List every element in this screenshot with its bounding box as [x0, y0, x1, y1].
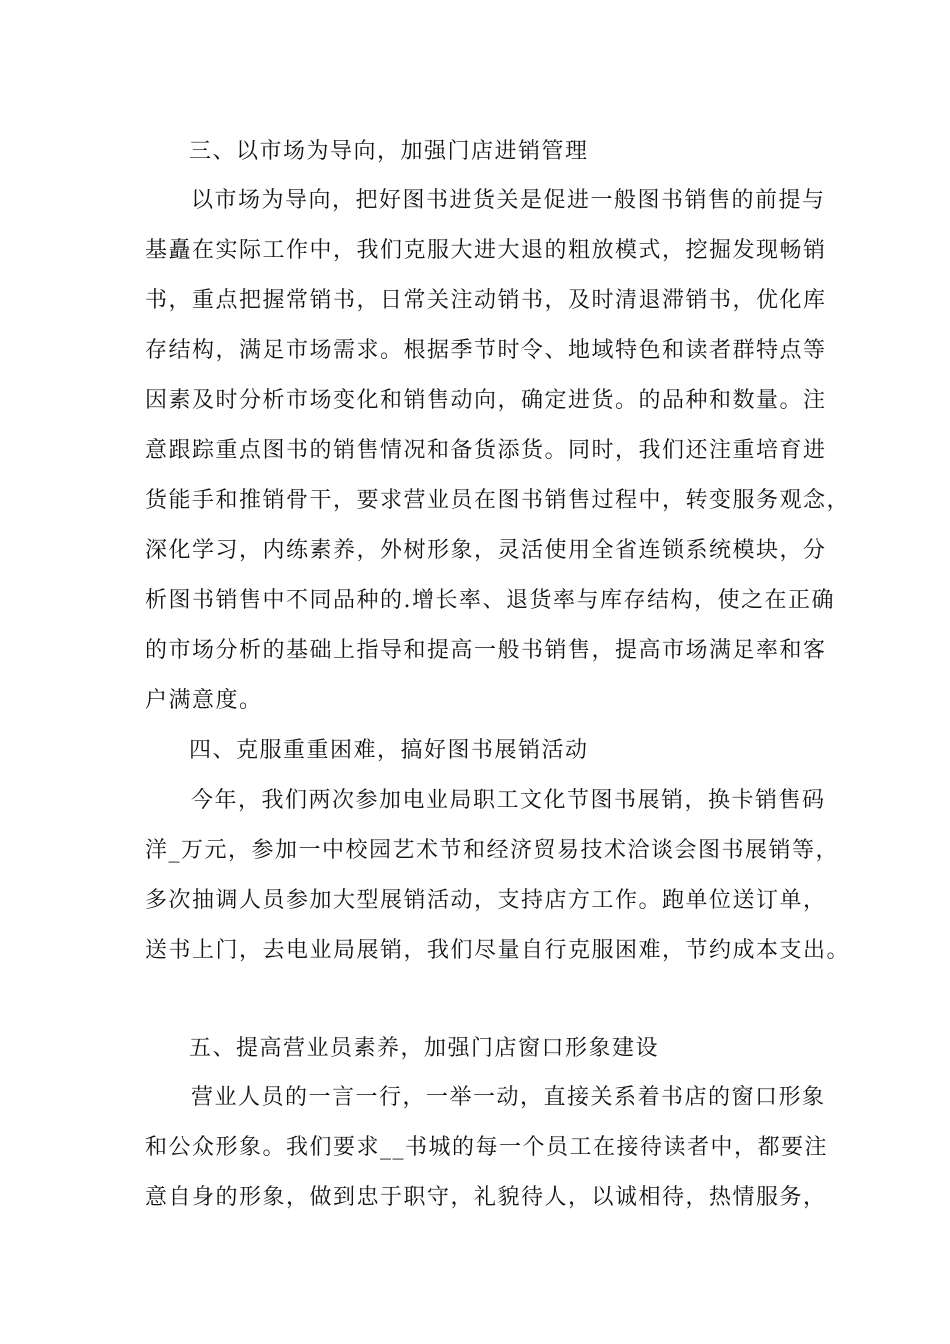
body-line: 以市场为导向，把好图书进货关是促进一般图书销售的前提与 — [191, 188, 826, 213]
body-line: 多次抽调人员参加大型展销活动，支持店方工作。跑单位送订单， — [145, 888, 827, 913]
section-heading-4: 四、克服重重困难，搞好图书展销活动 — [189, 738, 589, 763]
body-line: 析图书销售中不同品种的.增长率、退货率与库存结构，使之在正确 — [145, 588, 835, 613]
body-line: 意自身的形象，做到忠于职守，礼貌待人，以诚相待，热情服务， — [145, 1185, 827, 1210]
body-line: 深化学习，内练素养，外树形象，灵活使用全省连锁系统模块，分 — [145, 538, 827, 563]
body-line: 户满意度。 — [145, 688, 263, 713]
section-heading-3: 三、以市场为导向，加强门店进销管理 — [189, 139, 589, 164]
body-line: 的市场分析的基础上指导和提高一般书销售，提高市场满足率和客 — [145, 638, 827, 663]
section-heading-5: 五、提高营业员素养，加强门店窗口形象建设 — [189, 1036, 660, 1061]
body-line: 营业人员的一言一行，一举一动，直接关系着书店的窗口形象 — [191, 1085, 826, 1110]
body-line: 书，重点把握常销书，日常关注动销书，及时清退滞销书，优化库 — [145, 288, 827, 313]
body-line: 货能手和推销骨干，要求营业员在图书销售过程中，转变服务观念， — [145, 488, 851, 513]
body-line: 存结构，满足市场需求。根据季节时令、地域特色和读者群特点等 — [145, 338, 827, 363]
body-line: 今年，我们两次参加电业局职工文化节图书展销，换卡销售码 — [191, 788, 826, 813]
body-line: 意跟踪重点图书的销售情况和备货添货。同时，我们还注重培育进 — [145, 438, 827, 463]
body-line: 送书上门，去电业局展销，我们尽量自行克服困难，节约成本支出。 — [145, 938, 851, 963]
body-line: 洋_万元，参加一中校园艺术节和经济贸易技术洽谈会图书展销等， — [145, 838, 840, 863]
body-line: 和公众形象。我们要求__书城的每一个员工在接待读者中，都要注 — [145, 1135, 829, 1160]
body-line: 因素及时分析市场变化和销售动向，确定进货。的品种和数量。注 — [145, 388, 827, 413]
body-line: 基矗在实际工作中，我们克服大进大退的粗放模式，挖掘发现畅销 — [145, 238, 827, 263]
